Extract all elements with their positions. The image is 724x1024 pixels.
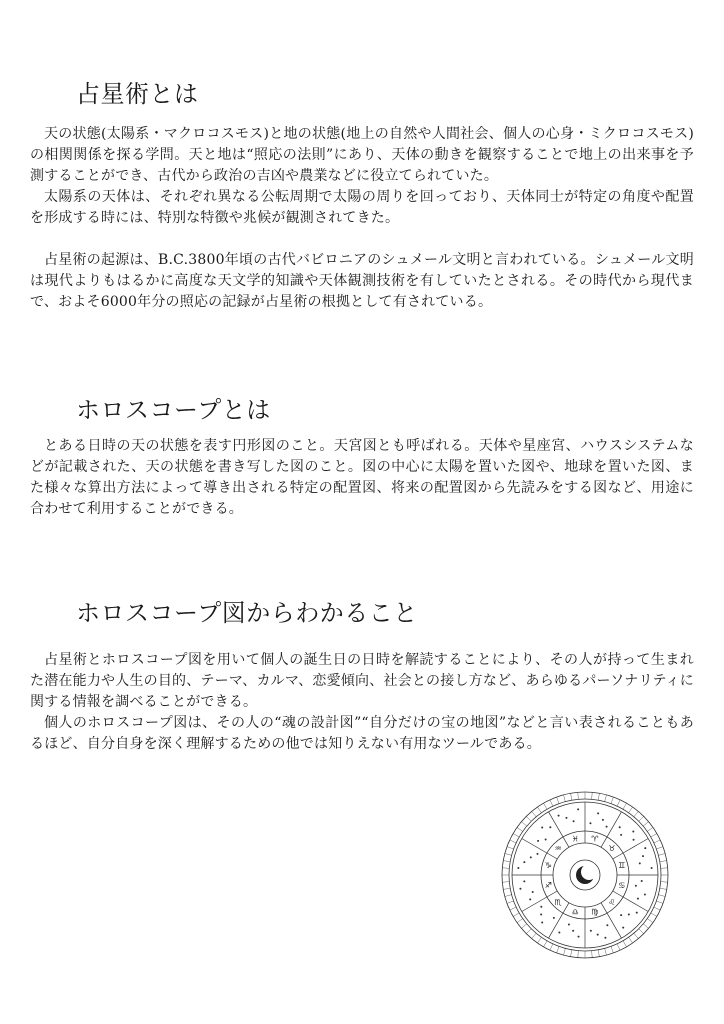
zodiac-sign-icon: ♏ <box>554 897 562 907</box>
moon-icon <box>576 864 597 884</box>
section-body-horoscope <box>30 436 694 520</box>
section-heading-horoscope-insights: ホロスコープ図からわかること <box>76 599 418 627</box>
paragraph: 占星術の起源は、B.C.3800年頃の古代バビロニアのシュメール文明と言われている。シュメール文明は現代よりもはるかに高度な天文学的知識や天体観測技術を有していたとされる。その時代から現代まで、およそ6000年分の照応の記録が占星術の根拠として有されている。 <box>30 252 694 310</box>
zodiac-sign-icon: ♌ <box>608 897 616 907</box>
paragraph: 個人のホロスコープ図は、その人の“魂の設計図”“自分だけの宝の地図”などと言い表されることもあるほど、自分自身を深く理解するための他では知りえない有用なツールである。 <box>30 715 694 752</box>
section-body-horoscope-insights <box>30 650 694 755</box>
section-heading-horoscope: ホロスコープとは <box>76 396 271 424</box>
zodiac-wheel-icon <box>500 790 670 960</box>
zodiac-sign-icon: ♈ <box>591 834 599 844</box>
paragraph: 天の状態(太陽系・マクロコスモス)と地の状態(地上の自然や人間社会、個人の心身・ミクロコスモス)の相関関係を探る学問。天と地は“照応の法則”にあり、天体の動きを観察することで地上の出来事を予測することができ、古代から政治の吉凶や農業などに役立てられていた。 <box>30 126 694 184</box>
zodiac-sign-icon: ♑ <box>544 861 552 871</box>
zodiac-sign-icon: ♍ <box>591 907 599 917</box>
section-body-astrology <box>30 124 694 313</box>
zodiac-sign-icon: ♎ <box>571 907 579 917</box>
zodiac-sign-icon: ♒ <box>554 844 562 854</box>
zodiac-sign-icon: ♓ <box>571 834 579 844</box>
section-heading-astrology: 占星術とは <box>76 80 199 108</box>
paragraph: とある日時の天の状態を表す円形図のこと。天宮図とも呼ばれる。天体や星座宮、ハウスシステムなどが記載された、天の状態を書き写した図のこと。図の中心に太陽を置いた図や、地球を置いた図、また様々な算出方法によって導き出される特定の配置図、将来の配置図から先読みをする図など、用途に合わせて利用することができる。 <box>30 438 694 517</box>
zodiac-sign-icon: ♉ <box>608 844 616 854</box>
paragraph: 占星術とホロスコープ図を用いて個人の誕生日の日時を解読することにより、その人が持って生まれた潜在能力や人生の目的、テーマ、カルマ、恋愛傾向、社会との接し方など、あらゆるパーソナリティに関する情報を調べることができる。 <box>30 652 694 710</box>
paragraph: 太陽系の天体は、それぞれ異なる公転周期で太陽の周りを回っており、天体同士が特定の角度や配置を形成する時には、特別な特徴や兆候が観測されてきた。 <box>30 189 694 226</box>
zodiac-sign-icon: ♋ <box>618 880 626 890</box>
zodiac-sign-icon: ♐ <box>544 880 552 890</box>
zodiac-sign-icon: ♊ <box>618 861 626 871</box>
